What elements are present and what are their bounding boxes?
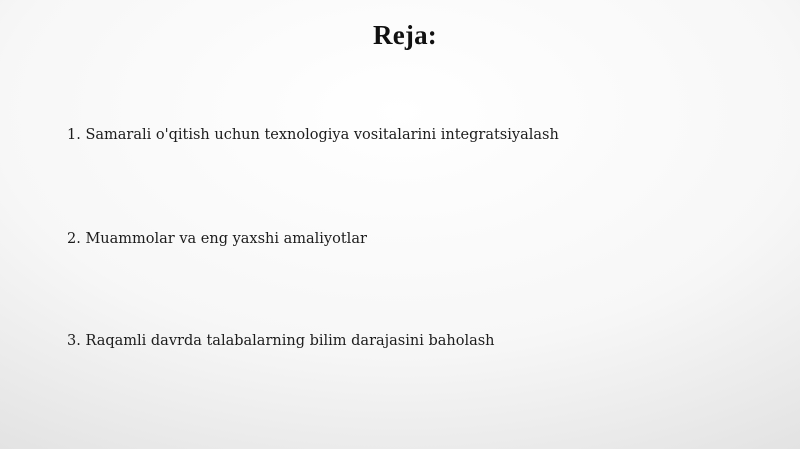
list-item: 3. Raqamli davrda talabalarning bilim darajasini baholash: [67, 333, 495, 349]
slide-title: Reja:: [373, 20, 437, 50]
list-item: 1. Samarali o'qitish uchun texnologiya vositalarini integratsiyalash: [67, 127, 559, 143]
list-item: 2. Muammolar va eng yaxshi amaliyotlar: [67, 231, 367, 247]
